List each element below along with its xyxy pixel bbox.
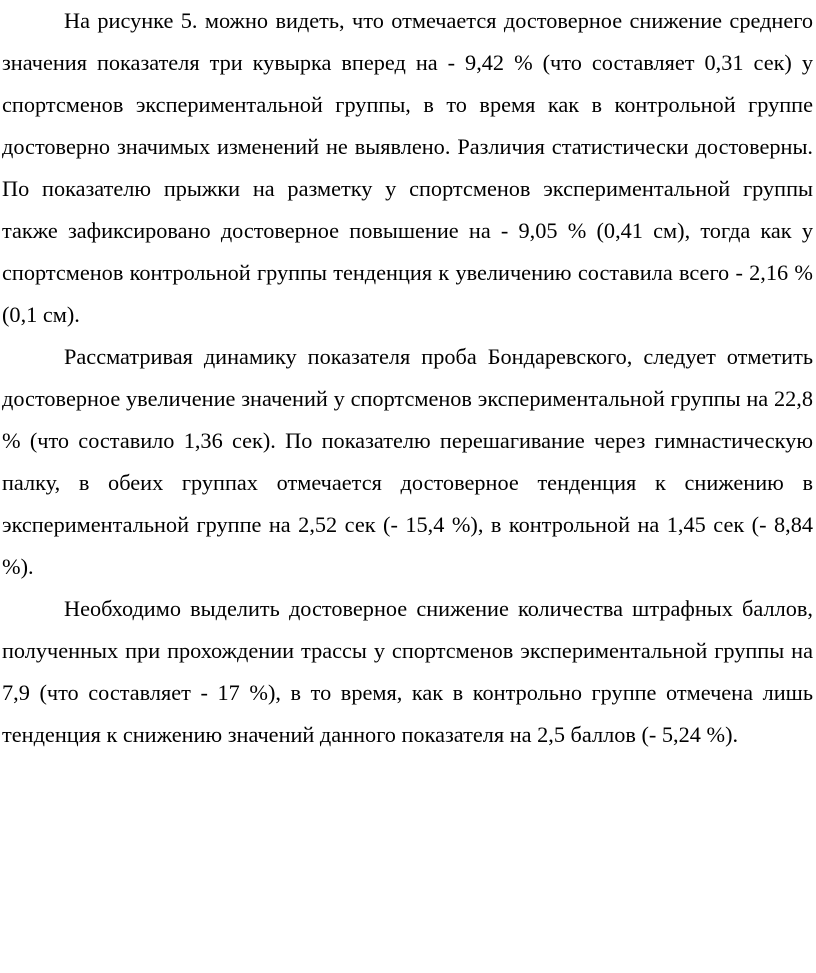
paragraph-1: На рисунке 5. можно видеть, что отмечается достоверное снижение среднего значения показателя три кувырка вперед на - 9,42 % (что составляет 0,31 сек) у спортсменов экспериментальной группы, в то время как в контрольной группе достоверно значимых изменений не выявлено. Различия статистически достоверны. По показателю прыжки на разметку у спортсменов экспериментальной группы также зафиксировано достоверное повышение на - 9,05 % (0,41 см), тогда как у спортсменов контрольной группы тенденция к увеличению составила всего - 2,16 % (0,1 см). (2, 8, 813, 327)
paragraph-3: Необходимо выделить достоверное снижение количества штрафных баллов, полученных при прохождении трассы у спортсменов экспериментальной группы на 7,9 (что составляет - 17 %), в то время, как в контрольно группе отмечена лишь тенденция к снижению значений данного показателя на 2,5 баллов (- 5,24 %). (2, 596, 813, 747)
document-body (2, 0, 813, 756)
paragraph-2: Рассматривая динамику показателя проба Бондаревского, следует отметить достоверное увеличение значений у спортсменов экспериментальной группы на 22,8 % (что составило 1,36 сек). По показателю перешагивание через гимнастическую палку, в обеих группах отмечается достоверное тенденция к снижению в экспериментальной группе на 2,52 сек (- 15,4 %), в контрольной на 1,45 сек (- 8,84 %). (2, 344, 813, 579)
